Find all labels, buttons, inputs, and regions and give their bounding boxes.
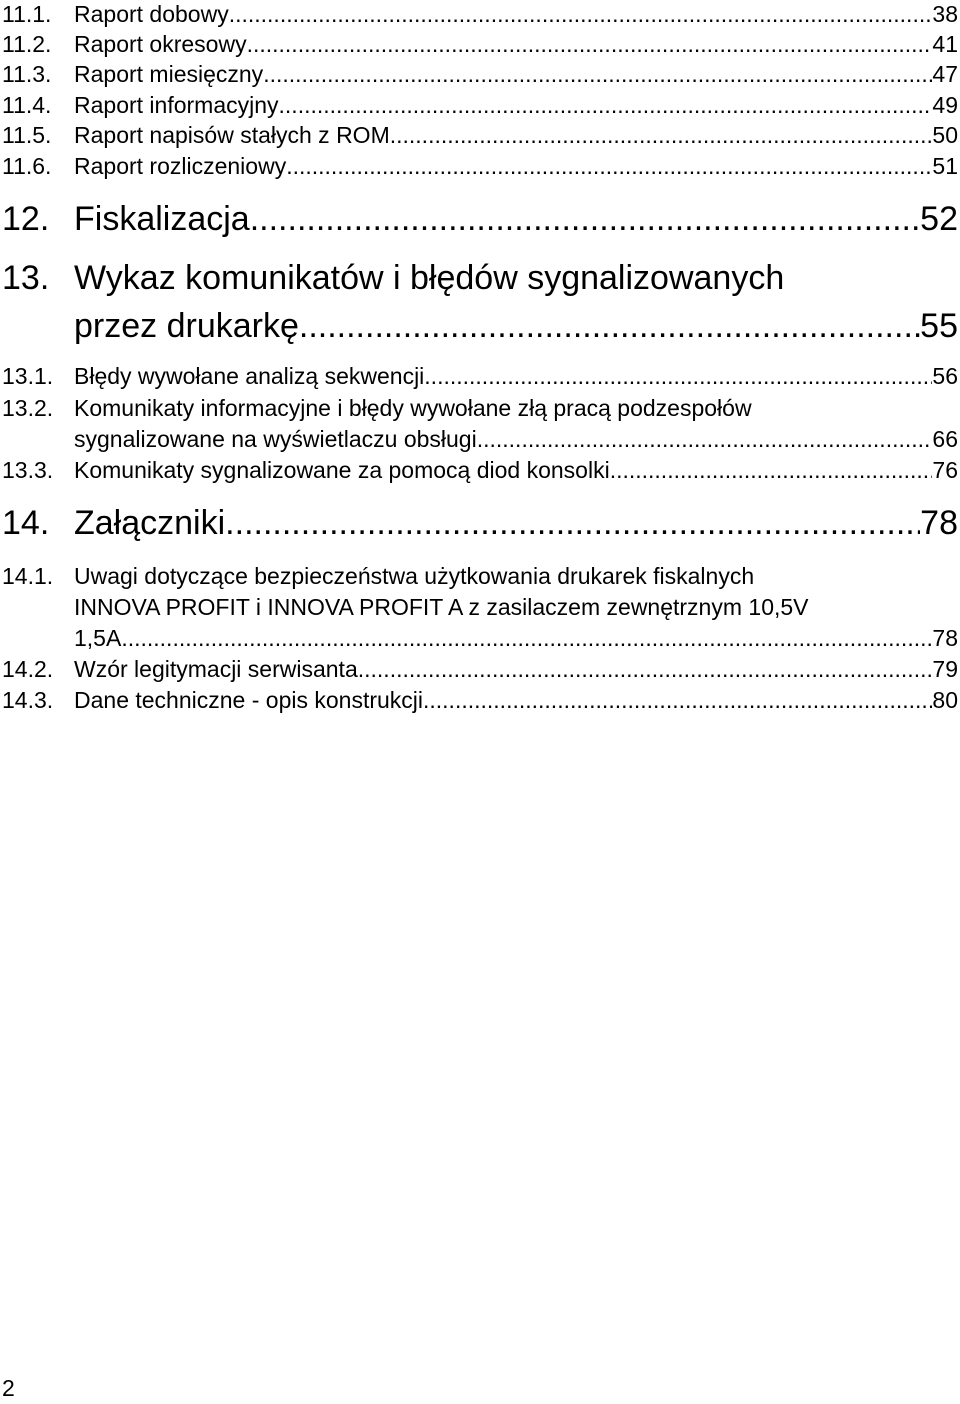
toc-entry-title: Fiskalizacja (74, 200, 250, 238)
toc-entry-page: 66 (932, 426, 958, 452)
toc-entry-title-continued: INNOVA PROFIT i INNOVA PROFIT A z zasilaczem zewnętrznym 10,5V (74, 594, 809, 620)
toc-entry-number: 13.2. (2, 395, 54, 421)
toc-entry-title: Dane techniczne - opis konstrukcji (74, 687, 423, 713)
toc-entry-number: 13. (2, 259, 50, 297)
toc-entry-page: 38 (932, 1, 958, 27)
toc-entry-number: 14.1. (2, 563, 54, 589)
toc-entry-number: 11.5. (2, 122, 52, 148)
toc-entry-page: 78 (932, 625, 958, 651)
toc-entry-title: Raport informacyjny (74, 92, 279, 118)
toc-entry-title: Wzór legitymacji serwisanta (74, 656, 358, 682)
dot-leader (279, 91, 933, 119)
toc-entry-title: Raport okresowy (74, 31, 247, 57)
toc-entry-title: Uwagi dotyczące bezpieczeństwa użytkowania drukarek fiskalnych (74, 563, 755, 589)
dot-leader (286, 152, 932, 180)
toc-entry-title: Błędy wywołane analizą sekwencji (74, 363, 425, 389)
toc-entry-number: 14. (2, 504, 50, 542)
toc-entry-title-continued: przez drukarkę (74, 307, 299, 345)
toc-entry-number: 14.3. (2, 687, 54, 713)
toc-entry-number: 11.3. (2, 61, 52, 87)
toc-entry-number: 13.3. (2, 457, 54, 483)
dot-leader (477, 425, 933, 453)
toc-entry-number: 11.2. (2, 31, 52, 57)
toc-entry-number: 12. (2, 200, 50, 238)
toc-entry-number: 11.4. (2, 92, 52, 118)
toc-entry-page: 51 (932, 153, 958, 179)
dot-leader (225, 502, 920, 544)
dot-leader (263, 60, 932, 88)
page-number: 2 (2, 1375, 15, 1401)
dot-leader (299, 305, 920, 347)
toc-entry-title-continued: 1,5A. (74, 625, 128, 651)
toc-entry-number: 11.1. (2, 1, 52, 27)
dot-leader (610, 456, 933, 484)
toc-entry-title: Komunikaty informacyjne i błędy wywołane złą pracą podzespołów (74, 395, 752, 421)
dot-leader (229, 0, 933, 28)
toc-entry-title: Raport dobowy (74, 1, 229, 27)
toc-entry-title: Raport napisów stałych z ROM (74, 122, 390, 148)
toc-entry-page: 50 (932, 122, 958, 148)
dot-leader (358, 655, 933, 683)
toc-entry-title: Wykaz komunikatów i błędów sygnalizowanych (74, 259, 785, 297)
dot-leader (247, 30, 933, 58)
toc-entry-page: 49 (932, 92, 958, 118)
toc-entry-page: 56 (932, 363, 958, 389)
toc-entry-page: 47 (932, 61, 958, 87)
toc-entry-title: Raport rozliczeniowy (74, 153, 287, 179)
dot-leader (128, 624, 933, 652)
dot-leader (423, 686, 932, 714)
toc-entry-number: 13.1. (2, 363, 54, 389)
dot-leader (390, 121, 933, 149)
toc-entry-title: Załączniki (74, 504, 226, 542)
dot-leader (250, 198, 920, 240)
dot-leader (424, 362, 932, 390)
toc-entry-number: 11.6. (2, 153, 52, 179)
toc-entry-page: 78 (920, 504, 958, 542)
toc-entry-page: 55 (920, 307, 958, 345)
toc-entry-number: 14.2. (2, 656, 54, 682)
toc-entry-title-continued: sygnalizowane na wyświetlaczu obsługi (74, 426, 477, 452)
toc-entry-title: Komunikaty sygnalizowane za pomocą diod konsolki (74, 457, 610, 483)
toc-entry-page: 80 (932, 687, 958, 713)
toc-entry-title: Raport miesięczny (74, 61, 264, 87)
toc-entry-page: 41 (932, 31, 958, 57)
toc-entry-page: 52 (920, 200, 958, 238)
toc-entry-page: 76 (932, 457, 958, 483)
toc-entry-page: 79 (932, 656, 958, 682)
